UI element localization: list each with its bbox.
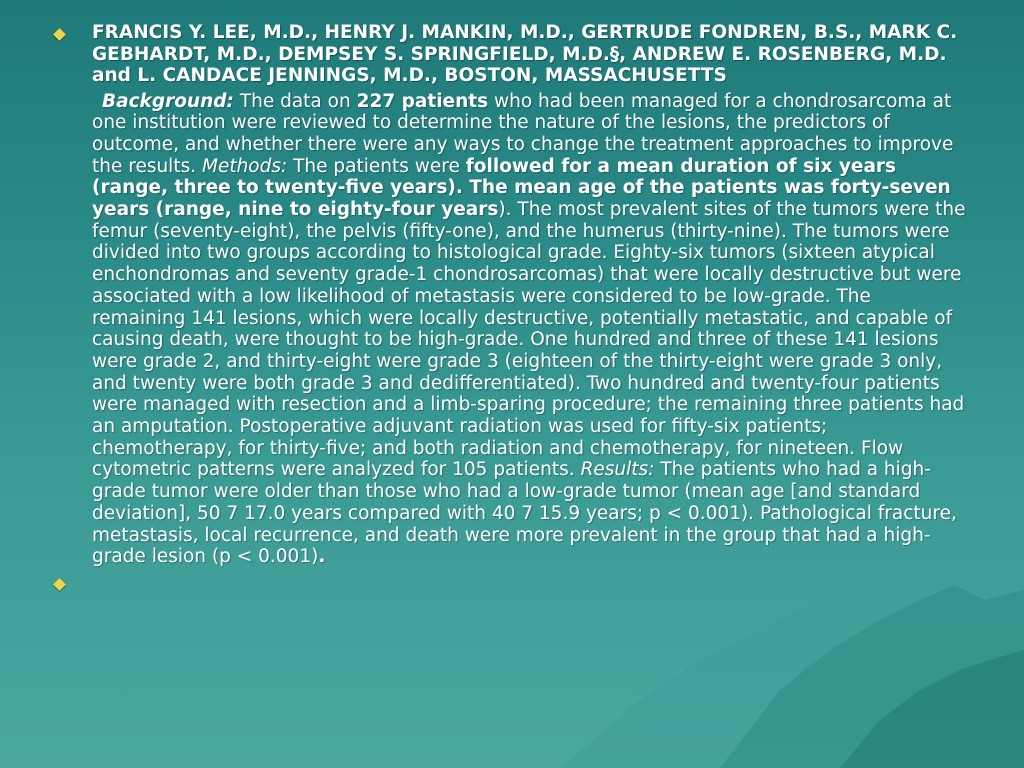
abstract-paragraph (55, 91, 970, 568)
abstract-text-1: The data on (233, 90, 357, 112)
abstract-text-5: The patients who had a high-grade tumor were older than those who had a low-grade tumor (mean age [and standard deviation], 50 7 17.0 years compared with 40 7 15.9 years; p < 0.001). Pathological fracture, metastasis, local recurrence, and death were more prevalent in the group that had a high-grade lesion (p < 0.001) (92, 459, 957, 568)
abstract-end-dot: . (318, 546, 326, 568)
methods-label: Methods: (201, 155, 288, 177)
results-label: Results: (580, 459, 655, 481)
author-list: FRANCIS Y. LEE, M.D., HENRY J. MANKIN, M.D., GERTRUDE FONDREN, B.S., MARK C. GEBHARDT, M.D., DEMPSEY S. SPRINGFIELD, M.D.§, ANDREW E. ROSENBERG, M.D. and L. CANDACE JENNINGS, M.D., BOSTON, MASSACHUSETTS (92, 22, 958, 86)
background-label: Background: (102, 90, 234, 112)
patient-count: 227 patients (356, 90, 489, 112)
abstract-text-2: who had been managed for a chondrosarcoma at one institution were reviewed to determine the nature of the lesions, the predictors of outcome, and whether there were any ways to change the treatment approaches to improve the results. (92, 90, 954, 177)
diamond-bullet-icon (53, 578, 66, 591)
follow-up-summary: followed for a mean duration of six years (range, three to twenty-five years). The mean age of the patients was forty-seven years (range, nine to eighty-four years (92, 155, 951, 221)
empty-bullet-item (55, 572, 970, 596)
slide-content (55, 22, 970, 596)
diamond-bullet-icon (53, 28, 66, 41)
abstract-text-3: The patients were (287, 155, 466, 177)
abstract-text-4: ). The most prevalent sites of the tumors were the femur (seventy-eight), the pelvis (fifty-one), and the humerus (thirty-nine). The tumors were divided into two groups according to histological grade. Eighty-six tumors (sixteen atypical enchondromas and seventy grade-1 chondrosarcomas) that were locally destructive but were associated with a low likelihood of metastasis were considered to be low-grade. The remaining 141 lesions, which were locally destructive, potentially metastatic, and capable of causing death, were thought to be high-grade. One hundred and three of these 141 lesions were grade 2, and thirty-eight were grade 3 (eighteen of the thirty-eight were grade 3 only, and twenty were both grade 3 and dedifferentiated). Two hundred and twenty-four patients were managed with resection and a limb-sparing procedure; the remaining three patients had an amputation. Postoperative adjuvant radiation was used for fifty-six patients; chemotherapy, for thirty-five; and both radiation and chemotherapy, for nineteen. Flow cytometric patterns were analyzed for 105 patients. (92, 199, 966, 481)
author-bullet-item (55, 22, 970, 87)
